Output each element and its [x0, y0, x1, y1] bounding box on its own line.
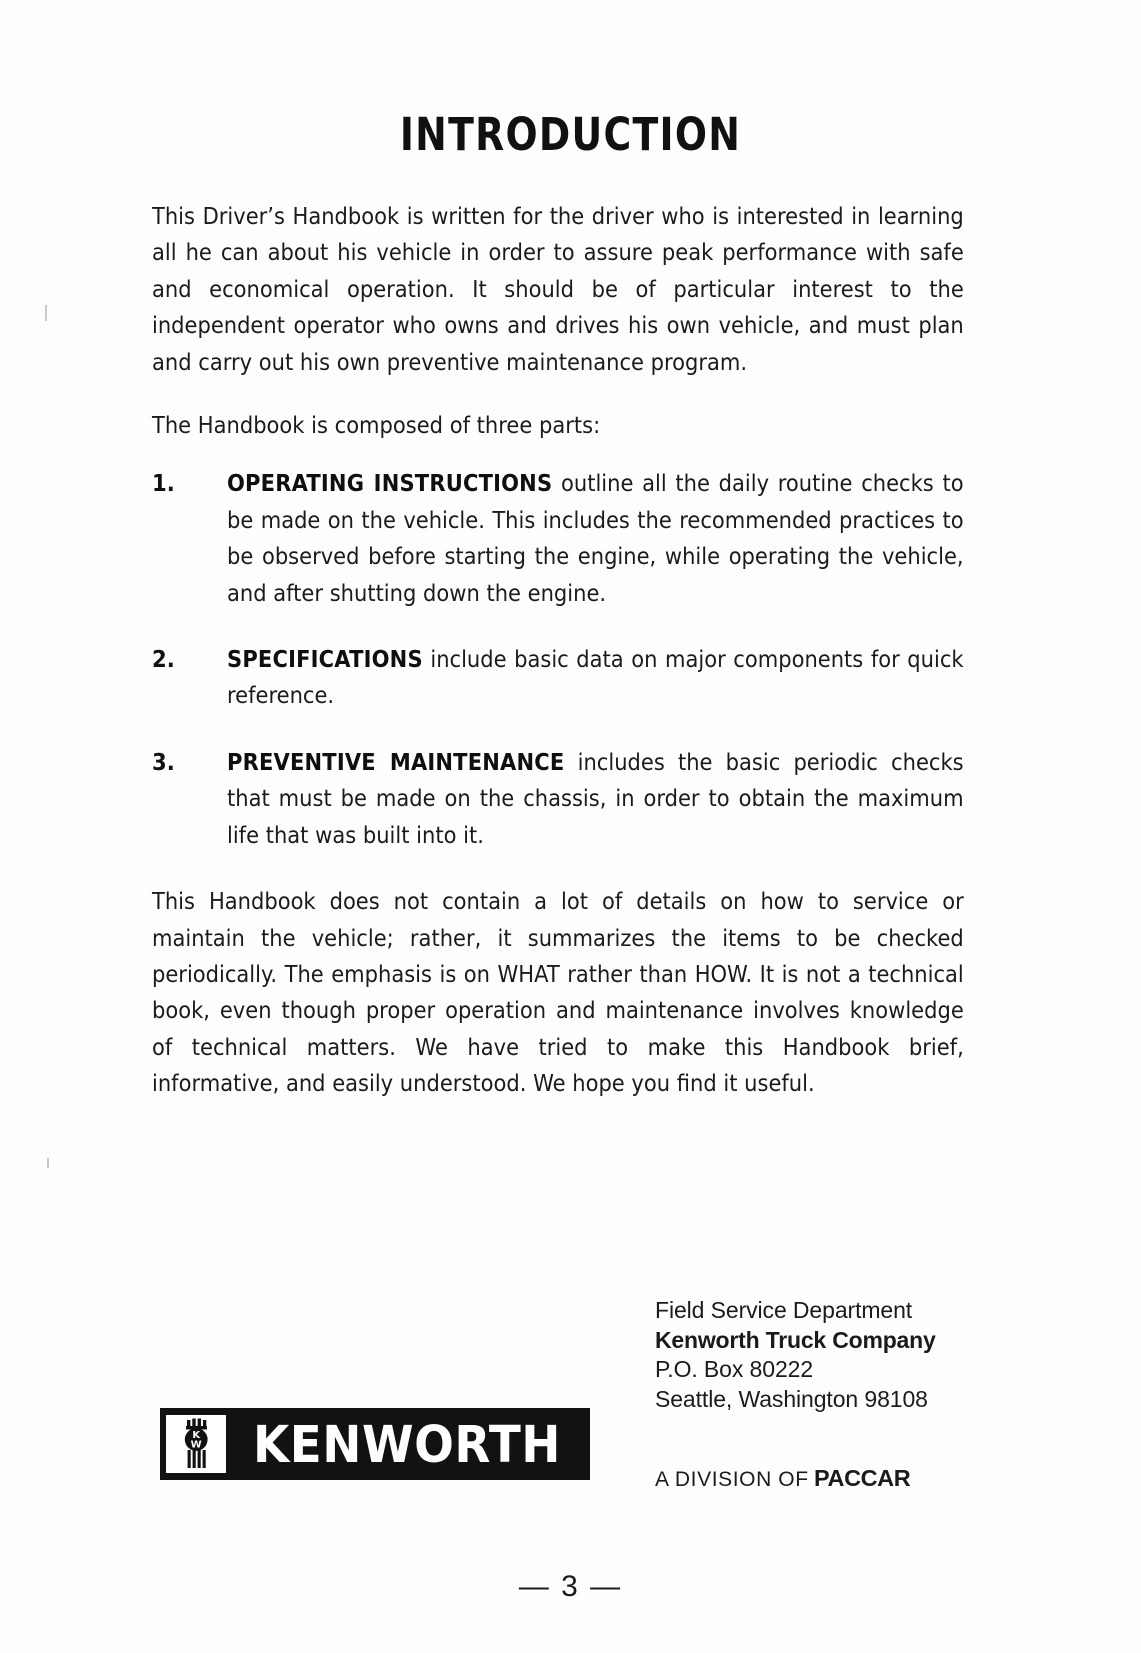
list-item-heading: PREVENTIVE MAINTENANCE: [227, 747, 565, 776]
list-item: [152, 641, 964, 714]
list-item-text: [227, 641, 964, 714]
address-po-box: P.O. Box 80222: [655, 1356, 814, 1382]
list-item: [152, 465, 964, 611]
list-item-number: 3.: [152, 747, 175, 776]
list-item-body: includes the basic periodic checks that must be made on the chassis, in order to obtain the maximum life that was built into it.: [227, 747, 964, 849]
list-item: [152, 744, 964, 853]
paccar-logotype: PACCAR: [814, 1465, 911, 1491]
kenworth-wordmark: KENWORTH: [252, 1414, 562, 1474]
address-company: Kenworth Truck Company: [655, 1326, 936, 1353]
address-block: [655, 1296, 985, 1414]
list-item-body: include basic data on major components for quick reference.: [227, 645, 964, 710]
list-item-heading: SPECIFICATIONS: [227, 645, 423, 674]
kenworth-logo: [160, 1408, 590, 1480]
page-title: INTRODUCTION: [399, 108, 742, 162]
list-item-text: [227, 744, 964, 853]
address-city-state-zip: Seattle, Washington 98108: [655, 1385, 928, 1412]
scan-artifact: [47, 1158, 49, 1168]
intro-paragraph: This Driver’s Handbook is written for the driver who is interested in learning all he can about his vehicle in order to assure peak performance with safe and economical operation. It should be of particular interest to the independent operator who owns and drives his own vehicle, and must plan and carry out his own preventive maintenance program.: [152, 202, 964, 376]
signature-block: [0, 1280, 1141, 1540]
svg-text:K: K: [192, 1430, 201, 1441]
list-item-heading: OPERATING INSTRUCTIONS: [227, 469, 553, 498]
division-line: [655, 1465, 909, 1492]
list-item-body: outline all the daily routine checks to be made on the vehicle. This includes the recommended practices to be observed before starting the engine, while operating the vehicle, and after shutting down the engine.: [227, 469, 964, 607]
page-number: — 3 —: [518, 1570, 623, 1603]
list-item-number: 1.: [152, 469, 175, 498]
lead-in-paragraph: The Handbook is composed of three parts:: [152, 411, 601, 440]
division-prefix: A DIVISION OF: [655, 1468, 816, 1491]
kenworth-bug-icon: [166, 1415, 226, 1473]
parts-list: [152, 465, 964, 853]
scan-artifact: [45, 305, 47, 321]
address-department: Field Service Department: [655, 1297, 913, 1323]
list-item-number: 2.: [152, 645, 175, 674]
svg-text:W: W: [190, 1439, 202, 1451]
body-content: [152, 198, 964, 1102]
closing-paragraph: This Handbook does not contain a lot of details on how to service or maintain the vehicle; rather, it summarizes the items to be checked periodically. The emphasis is on WHAT rather than HOW. It is not a technical book, even though proper operation and maintenance involves knowledge of technical matters. We have tried to make this Handbook brief, informative, and easily understood. We hope you find it useful.: [152, 887, 964, 1098]
list-item-text: [227, 465, 964, 611]
